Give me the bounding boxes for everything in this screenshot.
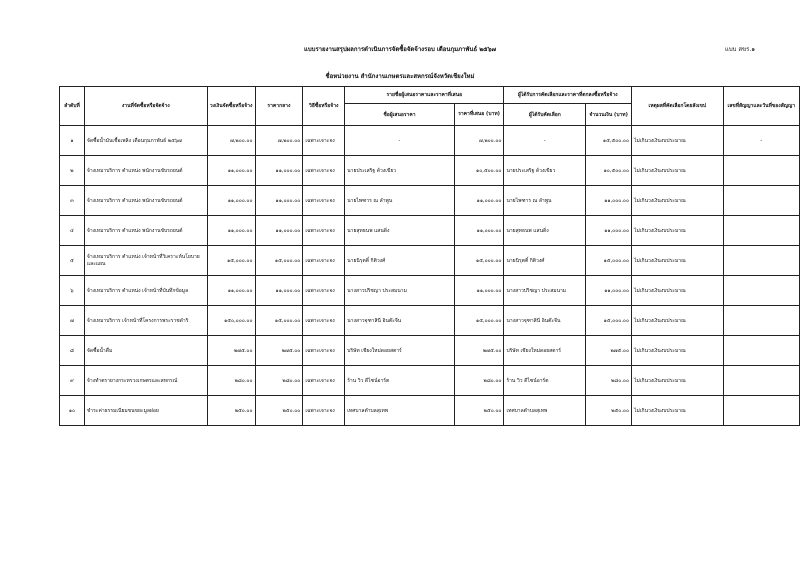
row-budget: ๒๘๐.๐๐ bbox=[207, 366, 255, 396]
row-method: เฉพาะเจาะจง bbox=[303, 156, 345, 186]
col-amount-header: จำนวนเงิน (บาท) bbox=[586, 104, 632, 126]
row-bidder: เทศบาลตำบลสุเทพ bbox=[345, 396, 454, 426]
row-median: ๑๑,๐๐๐.๐๐ bbox=[255, 216, 303, 246]
row-method: เฉพาะเจาะจง bbox=[303, 246, 345, 276]
row-winner: ร้าน วิว ดีไซน์อาร์ต bbox=[504, 366, 586, 396]
row-bidder: ร้าน วิว ดีไซน์อาร์ต bbox=[345, 366, 454, 396]
row-reason: ไม่เกินวงเงินงบประมาณ bbox=[632, 396, 724, 426]
row-no: ๑๐ bbox=[60, 396, 85, 426]
row-budget: ๑๑,๐๐๐.๐๐ bbox=[207, 276, 255, 306]
row-no: ๗ bbox=[60, 306, 85, 336]
row-reason: ไม่เกินวงเงินงบประมาณ bbox=[632, 126, 724, 156]
row-reason: ไม่เกินวงเงินงบประมาณ bbox=[632, 246, 724, 276]
row-winner: บริษัท เชียงใหม่ดอยสตาร์ bbox=[504, 336, 586, 366]
table-row bbox=[60, 126, 800, 156]
row-bidder: นางสาวจุฑาสินี อินต๊ะจีน bbox=[345, 306, 454, 336]
row-median: ๑๑,๐๐๐.๐๐ bbox=[255, 186, 303, 216]
row-median: ๒๗๕.๐๐ bbox=[255, 336, 303, 366]
row-amount: ๑๐,๕๐๐.๐๐ bbox=[586, 156, 632, 186]
row-budget: ๗,๒๐๐.๐๐ bbox=[207, 126, 255, 156]
row-bid: ๒๗๕.๐๐ bbox=[454, 336, 504, 366]
row-item: จ้างเหมาบริการ ตำแหน่ง พนักงานขับรถยนต์ bbox=[84, 216, 207, 246]
row-method: เฉพาะเจาะจง bbox=[303, 216, 345, 246]
row-no: ๖ bbox=[60, 276, 85, 306]
row-bid: ๑๕,๐๐๐.๐๐ bbox=[454, 306, 504, 336]
row-contract bbox=[723, 276, 799, 306]
row-winner: นายไพฑาร ณ ลำพูน bbox=[504, 186, 586, 216]
row-no: ๕ bbox=[60, 246, 85, 276]
row-contract bbox=[723, 246, 799, 276]
row-budget: ๑๑,๐๐๐.๐๐ bbox=[207, 156, 255, 186]
row-item: จ้างเหมาบริการ ตำแหน่ง เจ้าหน้าที่บันทึกข้อมูล bbox=[84, 276, 207, 306]
row-median: ๑๑,๐๐๐.๐๐ bbox=[255, 156, 303, 186]
bidders-group-header: รายชื่อผู้เสนอราคาและราคาที่เสนอ bbox=[345, 87, 504, 104]
row-no: ๓ bbox=[60, 186, 85, 216]
row-median: ๑๑,๐๐๐.๐๐ bbox=[255, 276, 303, 306]
report-title: แบบรายงานสรุปผลการดำเนินการจัดซื้อจัดจ้างรอบ เดือนกุมภาพันธ์ ๒๕๖๗ bbox=[303, 46, 497, 53]
row-item: จ้างทำตรายางกระทรวงเกษตรและสหกรณ์ bbox=[84, 366, 207, 396]
row-reason: ไม่เกินวงเงินงบประมาณ bbox=[632, 276, 724, 306]
row-median: ๒๘๐.๐๐ bbox=[255, 366, 303, 396]
row-no: ๙ bbox=[60, 366, 85, 396]
row-winner: นายนิรุตติ์ กิติวงศ์ bbox=[504, 246, 586, 276]
row-contract: - bbox=[723, 126, 799, 156]
row-item: จ้างเหมาบริการ ตำแหน่ง พนักงานขับรถยนต์ bbox=[84, 186, 207, 216]
row-contract bbox=[723, 366, 799, 396]
row-item: จ้างเหมาบริการ ตำแหน่ง พนักงานขับรถยนต์ bbox=[84, 156, 207, 186]
row-amount: ๑๕,๕๐๐.๐๐ bbox=[586, 126, 632, 156]
row-item: ชำระค่าธรรมเนียมขนขยะมูลฝอย bbox=[84, 396, 207, 426]
row-reason: ไม่เกินวงเงินงบประมาณ bbox=[632, 366, 724, 396]
row-winner: เทศบาลตำบลสุเทพ bbox=[504, 396, 586, 426]
row-winner: นายประเสริฐ ด้วงเขียว bbox=[504, 156, 586, 186]
row-median: ๒๕๐.๐๐ bbox=[255, 396, 303, 426]
row-winner: นางสาวปริชญา ประสมนาม bbox=[504, 276, 586, 306]
col-winner-header: ผู้ได้รับคัดเลือก bbox=[504, 104, 586, 126]
row-amount: ๑๕,๐๐๐.๐๐ bbox=[586, 246, 632, 276]
row-median: ๗,๒๐๐.๐๐ bbox=[255, 126, 303, 156]
table-row bbox=[60, 336, 800, 366]
table-row bbox=[60, 306, 800, 336]
col-bid-header: ราคาที่เสนอ (บาท) bbox=[454, 104, 504, 126]
col-contract-header: เลขที่สัญญาและวันที่ของสัญญา bbox=[723, 87, 799, 126]
row-bidder: นางสาวปริชญา ประสมนาม bbox=[345, 276, 454, 306]
row-budget: ๑๕๐,๐๐๐.๐๐ bbox=[207, 306, 255, 336]
row-bid: ๗,๒๐๐.๐๐ bbox=[454, 126, 504, 156]
row-winner: นายสุทธนพ แสนดิ่ง bbox=[504, 216, 586, 246]
row-contract bbox=[723, 396, 799, 426]
form-code: แบบ สขร.๑ bbox=[725, 46, 756, 53]
col-bidder-header: ชื่อผู้เสนอราคา bbox=[345, 104, 454, 126]
row-contract bbox=[723, 186, 799, 216]
row-method: เฉพาะเจาะจง bbox=[303, 396, 345, 426]
row-method: เฉพาะเจาะจง bbox=[303, 126, 345, 156]
row-method: เฉพาะเจาะจง bbox=[303, 306, 345, 336]
row-bid: ๒๘๐.๐๐ bbox=[454, 366, 504, 396]
table-row bbox=[60, 366, 800, 396]
row-bid: ๑๐,๕๐๐.๐๐ bbox=[454, 156, 504, 186]
row-item: จ้างเหมาบริการ ตำแหน่ง เจ้าหน้าที่วิเคราะห์นโยบายและแผน bbox=[84, 246, 207, 276]
row-contract bbox=[723, 306, 799, 336]
row-no: ๔ bbox=[60, 216, 85, 246]
row-item: จัดซื้อน้ำมันเชื้อเพลิง เดือนกุมภาพันธ์ ๒๕๖๗ bbox=[84, 126, 207, 156]
row-amount: ๑๑,๐๐๐.๐๐ bbox=[586, 216, 632, 246]
col-no-header: ลำดับที่ bbox=[60, 87, 85, 126]
row-median: ๑๕,๐๐๐.๐๐ bbox=[255, 246, 303, 276]
row-amount: ๑๕,๐๐๐.๐๐ bbox=[586, 306, 632, 336]
row-budget: ๒๗๕.๐๐ bbox=[207, 336, 255, 366]
table-row bbox=[60, 186, 800, 216]
row-bid: ๒๕๐.๐๐ bbox=[454, 396, 504, 426]
row-contract bbox=[723, 336, 799, 366]
row-winner: - bbox=[504, 126, 586, 156]
row-method: เฉพาะเจาะจง bbox=[303, 336, 345, 366]
table-row bbox=[60, 396, 800, 426]
col-reason-header: เหตุผลที่คัดเลือกโดยสังเขป bbox=[632, 87, 724, 126]
row-bid: ๑๑,๐๐๐.๐๐ bbox=[454, 216, 504, 246]
row-budget: ๑๑,๐๐๐.๐๐ bbox=[207, 216, 255, 246]
row-bidder: นายประเสริฐ ด้วงเขียว bbox=[345, 156, 454, 186]
row-reason: ไม่เกินวงเงินงบประมาณ bbox=[632, 156, 724, 186]
winner-group-header: ผู้ได้รับการคัดเลือกและราคาที่ตกลงซื้อหรือจ้าง bbox=[504, 87, 632, 104]
row-contract bbox=[723, 156, 799, 186]
row-reason: ไม่เกินวงเงินงบประมาณ bbox=[632, 306, 724, 336]
row-amount: ๒๗๕.๐๐ bbox=[586, 336, 632, 366]
row-contract bbox=[723, 216, 799, 246]
row-bidder: นายสุทธนพ แสนดิ่ง bbox=[345, 216, 454, 246]
table-row bbox=[60, 156, 800, 186]
row-budget: ๑๑,๐๐๐.๐๐ bbox=[207, 186, 255, 216]
row-median: ๑๕,๐๐๐.๐๐ bbox=[255, 306, 303, 336]
row-bid: ๑๑,๐๐๐.๐๐ bbox=[454, 186, 504, 216]
row-no: ๒ bbox=[60, 156, 85, 186]
row-budget: ๒๕๐.๐๐ bbox=[207, 396, 255, 426]
col-median-header: ราคากลาง bbox=[255, 87, 303, 126]
col-item-header: งานที่จัดซื้อหรือจัดจ้าง bbox=[84, 87, 207, 126]
row-reason: ไม่เกินวงเงินงบประมาณ bbox=[632, 186, 724, 216]
row-reason: ไม่เกินวงเงินงบประมาณ bbox=[632, 216, 724, 246]
col-method-header: วิธีซื้อหรือจ้าง bbox=[303, 87, 345, 126]
row-item: จัดซื้อน้ำดื่ม bbox=[84, 336, 207, 366]
row-bidder: นายนิรุตติ์ กิติวงศ์ bbox=[345, 246, 454, 276]
row-method: เฉพาะเจาะจง bbox=[303, 186, 345, 216]
row-amount: ๒๕๐.๐๐ bbox=[586, 396, 632, 426]
row-amount: ๒๘๐.๐๐ bbox=[586, 366, 632, 396]
row-reason: ไม่เกินวงเงินงบประมาณ bbox=[632, 336, 724, 366]
row-bid: ๑๕,๐๐๐.๐๐ bbox=[454, 246, 504, 276]
row-amount: ๑๑,๐๐๐.๐๐ bbox=[586, 186, 632, 216]
row-winner: นางสาวจุฑาสินี อินต๊ะจีน bbox=[504, 306, 586, 336]
table-row bbox=[60, 276, 800, 306]
row-amount: ๑๑,๐๐๐.๐๐ bbox=[586, 276, 632, 306]
row-no: ๘ bbox=[60, 336, 85, 366]
row-item: จ้างเหมาบริการ เจ้าหน้าที่โครงการพระราชดำริ bbox=[84, 306, 207, 336]
agency-name: ชื่อหน่วยงาน สำนักงานเกษตรและสหกรณ์จังหวัดเชียงใหม่ bbox=[325, 73, 475, 80]
row-bidder: - bbox=[345, 126, 454, 156]
table-row bbox=[60, 246, 800, 276]
row-bidder: บริษัท เชียงใหม่ดอยสตาร์ bbox=[345, 336, 454, 366]
row-bid: ๑๑,๐๐๐.๐๐ bbox=[454, 276, 504, 306]
row-budget: ๑๕,๐๐๐.๐๐ bbox=[207, 246, 255, 276]
row-method: เฉพาะเจาะจง bbox=[303, 276, 345, 306]
row-no: ๑ bbox=[60, 126, 85, 156]
procurement-table bbox=[59, 86, 800, 426]
row-method: เฉพาะเจาะจง bbox=[303, 366, 345, 396]
row-bidder: นายไพฑาร ณ ลำพูน bbox=[345, 186, 454, 216]
table-row bbox=[60, 216, 800, 246]
col-budget-header: วงเงินจัดซื้อหรือจ้าง bbox=[207, 87, 255, 126]
